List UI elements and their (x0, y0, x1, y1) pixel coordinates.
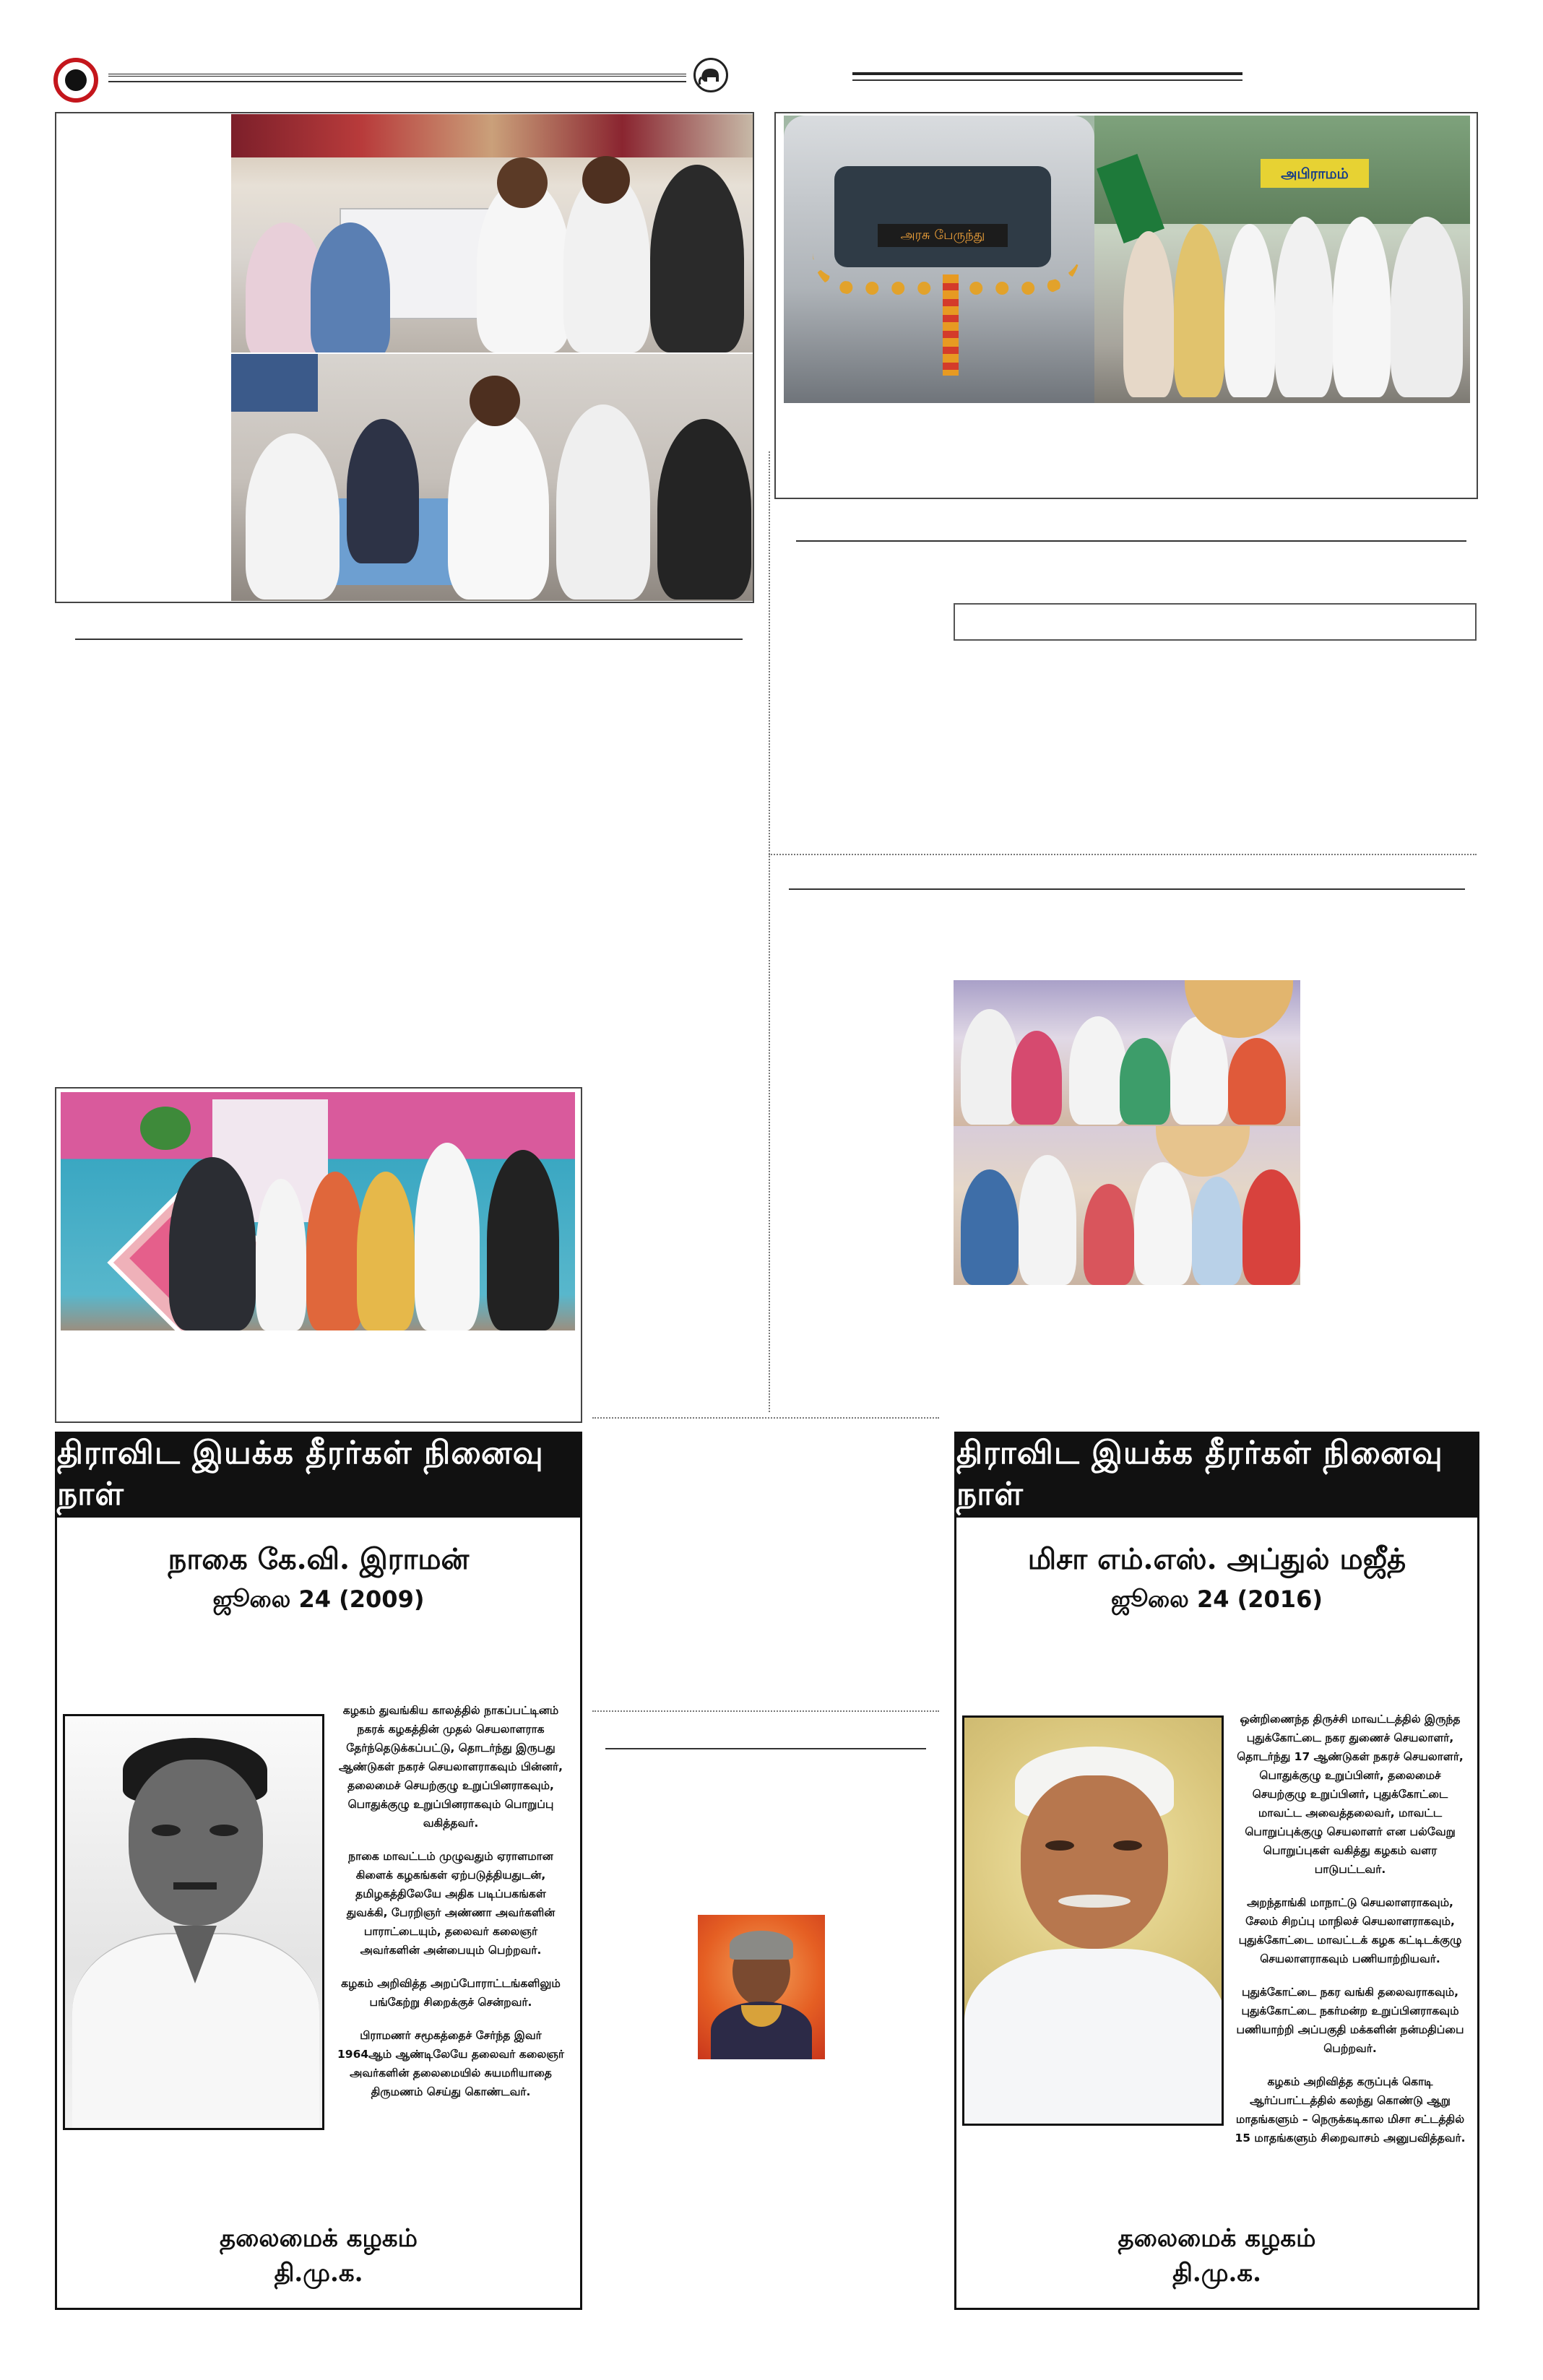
assistance-handover-photo (61, 1092, 575, 1330)
shop-sign-text: அபிராமம் (1281, 165, 1349, 182)
elephant-emblem-icon (693, 58, 728, 92)
obituary-portrait-photo (698, 1915, 825, 2059)
mid-right-headline-rule (789, 888, 1465, 890)
center-divider-mid (592, 1710, 939, 1712)
footer-party-line: தி.மு.க. (274, 2259, 363, 2288)
shop-signboard (1261, 159, 1369, 188)
exhibition-visit-photo-bottom (231, 354, 753, 601)
bio-paragraph: அறந்தாங்கி மாநாட்டு செயலாளராகவும், சேலம் சிறப்பு மாநிலச் செயலாளராகவும், புதுக்கோட்டை மாவட்டக் கழக கட்டிடக்குழு செயலாளராகவும் பணியாற்றியவர். (1238, 1896, 1462, 1965)
memorial-date-right: ஜூலை 24 (2016) (1111, 1585, 1323, 1613)
party-logo-circle-icon (65, 69, 87, 91)
masthead-rule-right (852, 72, 1242, 75)
memorial-portrait-right (962, 1715, 1224, 2126)
memorial-bio-left (335, 1701, 566, 2116)
masthead-logo (53, 58, 98, 103)
bus-inauguration-photo (784, 116, 1470, 403)
center-divider-top (592, 1417, 939, 1419)
column-divider-vertical (769, 451, 770, 1412)
bio-paragraph: புதுக்கோட்டை நகர வங்கி தலைவராகவும், புதுக்கோட்டை நகர்மன்ற உறுப்பினராகவும் பணியாற்றி அப்பகுதி மக்களின் நன்மதிப்பை பெற்றவர். (1236, 1986, 1464, 2055)
memorial-date-left: ஜூலை 24 (2009) (212, 1585, 425, 1613)
memorial-name-left: நாகை கே.வி. இராமன் (168, 1542, 470, 1576)
bio-paragraph: கழகம் அறிவித்த கருப்புக் கொடி ஆர்ப்பாட்டத்தில் கலந்து கொண்டு ஆறு மாதங்களும் – நெருக்கடிகால மிசா சட்டத்தில் 15 மாதங்களும் சிறைவாசம் அனுபவித்தவர். (1235, 2075, 1466, 2145)
memorial-header-right: திராவிட இயக்க தீரர்கள் நினைவு நாள் (956, 1434, 1477, 1518)
footer-org-line: தலைமைக் கழகம் (220, 2224, 418, 2253)
memorial-bio-right (1235, 1710, 1466, 2162)
top-left-headline-rule (75, 639, 743, 640)
footer-party-line: தி.மு.க. (1172, 2259, 1261, 2288)
memorial-box-right (954, 1432, 1479, 2310)
memorial-footer-left (57, 2221, 580, 2290)
bus-destination-board (878, 224, 1008, 247)
memorial-box-left (55, 1432, 582, 2310)
top-right-caption-box (954, 603, 1477, 641)
bio-paragraph: கழகம் அறிவித்த அறப்போராட்டங்களிலும் பங்கேற்று சிறைக்குச் சென்றவர். (341, 1977, 561, 2009)
bio-paragraph: ஒன்றிணைந்த திருச்சி மாவட்டத்தில் இருந்த புதுக்கோட்டை நகர துணைச் செயலாளர், தொடர்ந்து 17 ஆண்டுகள் நகரச் செயலாளர், பொதுக்குழு உறுப்பினர், தலைமைச் செயற்குழு உறுப்பினர், புதுக்கோட்டை மாவட்ட அவைத்தலைவர், மாவட்ட பொறுப்புக்குழு செயலாளர் என பல்வேறு பொறுப்புகள் வகித்து கழகம் வளர பாடுபட்டவர். (1237, 1713, 1464, 1876)
footer-org-line: தலைமைக் கழகம் (1118, 2224, 1316, 2253)
bio-paragraph: நாகை மாவட்டம் முழுவதும் ஏராளமான கிளைக் கழகங்கள் ஏற்படுத்தியதுடன், தமிழகத்திலேயே அதிக படிப்பகங்கள் துவக்கி, பேரறிஞர் அண்ணா அவர்களின் பாராட்டையும், தலைவர் கலைஞர் அவர்களின் அன்பையும் பெற்றவர். (346, 1850, 556, 1957)
section-divider-right (769, 854, 1477, 855)
food-distribution-photo-top (954, 980, 1300, 1126)
masthead-rule-right-thin (852, 79, 1242, 81)
food-distribution-photo-bottom (954, 1126, 1300, 1285)
bio-paragraph: பிராமணர் சமூகத்தைச் சேர்ந்த இவர் 1964ஆம் ஆண்டிலேயே தலைவர் கலைஞர் அவர்களின் தலைமையில் சுயமரியாதை திருமணம் செய்து கொண்டவர். (337, 2029, 564, 2098)
memorial-portrait-left (63, 1714, 324, 2130)
top-right-headline-rule (796, 540, 1466, 542)
memorial-header-left: திராவிட இயக்க தீரர்கள் நினைவு நாள் (57, 1434, 580, 1518)
bus-label: அரசு பேருந்து (900, 228, 985, 243)
memorial-name-right: மிசா எம்.எஸ். அப்துல் மஜீத் (1027, 1542, 1406, 1576)
masthead-rule (108, 81, 686, 82)
bio-paragraph: கழகம் துவங்கிய காலத்தில் நாகப்பட்டினம் நகரக் கழகத்தின் முதல் செயலாளராக தேர்ந்தெடுக்கப்பட்டு, தொடர்ந்து இருபது ஆண்டுகள் நகரச் செயலாளராகவும் பின்னர், தலைமைச் செயற்குழு உறுப்பினராகவும், பொதுக்குழு உறுப்பினராகவும் பொறுப்பு வகித்தவர். (338, 1704, 563, 1830)
memorial-footer-right (956, 2221, 1477, 2290)
masthead-rule-double (108, 74, 686, 77)
center-obituary-rule (605, 1748, 926, 1749)
exhibition-visit-photo-top (231, 114, 753, 352)
